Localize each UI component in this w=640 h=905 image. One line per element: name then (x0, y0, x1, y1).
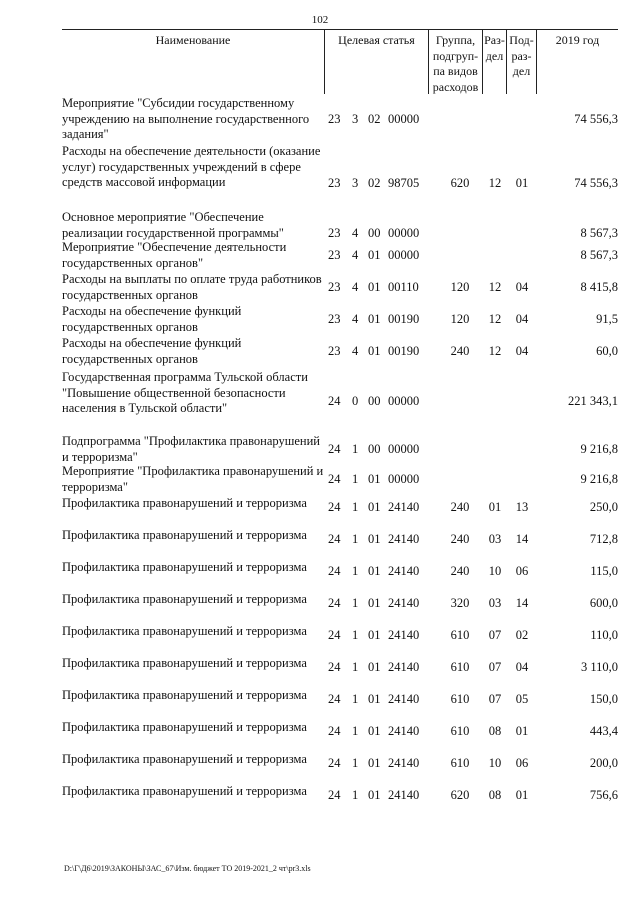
row-name: Расходы на выплаты по оплате труда работников государственных органов (62, 272, 322, 302)
row-name: Профилактика правонарушений и терроризма (62, 752, 307, 766)
row-amt: 756,6 (589, 788, 618, 802)
row-pod: 01 (515, 788, 529, 802)
row-c2: 4 (352, 226, 359, 240)
row-grp: 610 (450, 756, 470, 770)
row-c4: 24140 (388, 532, 420, 546)
row-amt: 60,0 (596, 344, 618, 358)
row-amt: 8 415,8 (580, 280, 618, 294)
row-pod: 05 (515, 692, 529, 706)
row-c1: 24 (328, 394, 341, 408)
row-c1: 24 (328, 532, 341, 546)
row-c3: 01 (368, 248, 381, 262)
row-c1: 24 (328, 660, 341, 674)
row-c4: 98705 (388, 176, 420, 190)
row-razd: 10 (488, 756, 502, 770)
row-c3: 01 (368, 564, 381, 578)
row-amt: 91,5 (596, 312, 618, 326)
page-number: 102 (311, 14, 329, 26)
row-grp: 620 (450, 176, 470, 190)
row-amt: 150,0 (589, 692, 618, 706)
row-c2: 1 (352, 628, 359, 642)
row-c4: 00110 (388, 280, 419, 294)
row-pod: 14 (515, 596, 529, 610)
row-c1: 24 (328, 628, 341, 642)
row-pod: 13 (515, 500, 529, 514)
row-c4: 24140 (388, 500, 420, 514)
row-c2: 1 (352, 596, 359, 610)
row-grp: 610 (450, 692, 470, 706)
row-pod: 04 (515, 344, 529, 358)
row-c4: 00000 (388, 394, 420, 408)
row-amt: 115,0 (590, 564, 618, 578)
header-group: Группа, подгруп-па видов расходов (428, 29, 482, 94)
row-c3: 01 (368, 756, 381, 770)
row-c3: 01 (368, 788, 381, 802)
row-c1: 24 (328, 756, 341, 770)
row-name: Мероприятие "Субсидии государственному учреждению на выполнение государственного задания" (62, 96, 310, 142)
row-pod: 06 (515, 756, 529, 770)
row-c1: 24 (328, 442, 341, 456)
row-c2: 3 (352, 112, 359, 126)
row-c2: 4 (352, 280, 359, 294)
row-c4: 24140 (388, 692, 420, 706)
row-grp: 610 (450, 724, 470, 738)
row-pod: 04 (515, 312, 529, 326)
row-razd: 10 (488, 564, 502, 578)
row-c1: 24 (328, 564, 341, 578)
row-razd: 08 (488, 724, 502, 738)
row-name: Подпрограмма "Профилактика правонарушений и терроризма" (62, 434, 320, 464)
row-c4: 24140 (388, 788, 420, 802)
row-c1: 23 (328, 280, 341, 294)
row-c3: 01 (368, 344, 381, 358)
row-amt: 3 110,0 (580, 660, 618, 674)
row-amt: 8 567,3 (580, 226, 618, 240)
header-razdel: Раз-дел (482, 29, 506, 94)
row-c3: 01 (368, 724, 381, 738)
row-grp: 240 (450, 344, 470, 358)
row-name: Расходы на обеспечение функций государственных органов (62, 336, 242, 366)
row-grp: 610 (450, 660, 470, 674)
header-target: Целевая статья (324, 29, 428, 94)
row-c2: 3 (352, 176, 359, 190)
row-c4: 24140 (388, 628, 420, 642)
row-pod: 01 (515, 176, 529, 190)
row-c2: 1 (352, 692, 359, 706)
row-c3: 01 (368, 312, 381, 326)
row-razd: 08 (488, 788, 502, 802)
row-c4: 00190 (388, 344, 420, 358)
row-razd: 12 (488, 176, 502, 190)
row-grp: 240 (450, 500, 470, 514)
row-amt: 9 216,8 (580, 472, 618, 486)
row-name: Основное мероприятие "Обеспечение реализации государственной программы" (62, 210, 284, 240)
row-pod: 14 (515, 532, 529, 546)
row-razd: 03 (488, 596, 502, 610)
row-c3: 01 (368, 660, 381, 674)
row-c3: 01 (368, 532, 381, 546)
row-c1: 23 (328, 248, 341, 262)
row-c4: 00000 (388, 112, 420, 126)
row-amt: 8 567,3 (580, 248, 618, 262)
row-grp: 320 (450, 596, 470, 610)
row-amt: 221 343,1 (568, 394, 618, 408)
row-c1: 24 (328, 724, 341, 738)
row-c1: 24 (328, 472, 341, 486)
row-c2: 1 (352, 532, 359, 546)
row-c3: 02 (368, 112, 381, 126)
table-header (62, 29, 618, 94)
row-c4: 24140 (388, 756, 420, 770)
row-amt: 9 216,8 (580, 442, 618, 456)
row-name: Профилактика правонарушений и терроризма (62, 624, 307, 638)
row-pod: 02 (515, 628, 529, 642)
row-c4: 00000 (388, 442, 420, 456)
row-grp: 610 (450, 628, 470, 642)
row-c2: 1 (352, 756, 359, 770)
row-name: Мероприятие "Профилактика правонарушений и терроризма" (62, 464, 324, 494)
row-c1: 24 (328, 500, 341, 514)
row-amt: 443,4 (589, 724, 618, 738)
row-c1: 24 (328, 692, 341, 706)
row-c1: 23 (328, 312, 341, 326)
row-razd: 12 (488, 280, 502, 294)
row-grp: 120 (450, 280, 470, 294)
row-c3: 01 (368, 500, 381, 514)
row-c3: 01 (368, 596, 381, 610)
row-c1: 23 (328, 344, 341, 358)
row-razd: 07 (488, 692, 502, 706)
row-c3: 01 (368, 472, 381, 486)
row-amt: 200,0 (589, 756, 618, 770)
row-name: Расходы на обеспечение функций государственных органов (62, 304, 242, 334)
row-razd: 07 (488, 660, 502, 674)
row-amt: 600,0 (589, 596, 618, 610)
row-name: Расходы на обеспечение деятельности (оказание услуг) государственных учреждений в сфере средств массовой информации (62, 144, 321, 190)
row-razd: 01 (488, 500, 502, 514)
file-path-footer: D:\Г\Д6\2019\ЗАКОНЫ\ЗАС_67\Изм. бюджет ТО 2019-2021_2 чт\pr3.xls (64, 864, 311, 873)
row-c2: 1 (352, 724, 359, 738)
row-c1: 23 (328, 112, 341, 126)
row-c3: 01 (368, 628, 381, 642)
row-grp: 240 (450, 532, 470, 546)
row-pod: 06 (515, 564, 529, 578)
row-c4: 24140 (388, 596, 420, 610)
row-c3: 00 (368, 394, 381, 408)
row-grp: 240 (450, 564, 470, 578)
row-razd: 07 (488, 628, 502, 642)
row-c2: 4 (352, 312, 359, 326)
row-c3: 01 (368, 280, 381, 294)
row-c2: 4 (352, 344, 359, 358)
header-year: 2019 год (536, 29, 618, 94)
row-amt: 712,8 (589, 532, 618, 546)
row-name: Профилактика правонарушений и терроризма (62, 560, 307, 574)
row-c4: 24140 (388, 564, 420, 578)
row-c4: 24140 (388, 660, 420, 674)
row-amt: 74 556,3 (574, 176, 618, 190)
row-name: Профилактика правонарушений и терроризма (62, 656, 307, 670)
row-razd: 12 (488, 344, 502, 358)
row-name: Мероприятие "Обеспечение деятельности государственных органов" (62, 240, 287, 270)
row-c2: 1 (352, 442, 359, 456)
row-pod: 04 (515, 660, 529, 674)
row-c3: 01 (368, 692, 381, 706)
row-c2: 1 (352, 564, 359, 578)
row-name: Профилактика правонарушений и терроризма (62, 720, 307, 734)
row-name: Профилактика правонарушений и терроризма (62, 784, 307, 798)
row-name: Профилактика правонарушений и терроризма (62, 496, 307, 510)
row-razd: 03 (488, 532, 502, 546)
row-amt: 250,0 (589, 500, 618, 514)
row-name: Государственная программа Тульской области "Повышение общественной безопасности населения в Тульской области" (62, 370, 308, 416)
row-c2: 1 (352, 472, 359, 486)
row-c2: 1 (352, 660, 359, 674)
row-pod: 04 (515, 280, 529, 294)
row-c2: 4 (352, 248, 359, 262)
row-c4: 00000 (388, 472, 420, 486)
row-amt: 74 556,3 (574, 112, 618, 126)
row-c1: 23 (328, 176, 341, 190)
row-c4: 00000 (388, 226, 420, 240)
row-c3: 02 (368, 176, 381, 190)
row-c1: 24 (328, 788, 341, 802)
row-grp: 620 (450, 788, 470, 802)
row-c1: 23 (328, 226, 341, 240)
row-razd: 12 (488, 312, 502, 326)
row-c3: 00 (368, 442, 381, 456)
row-c1: 24 (328, 596, 341, 610)
row-name: Профилактика правонарушений и терроризма (62, 528, 307, 542)
row-amt: 110,0 (590, 628, 618, 642)
row-name: Профилактика правонарушений и терроризма (62, 688, 307, 702)
row-pod: 01 (515, 724, 529, 738)
row-c2: 0 (352, 394, 359, 408)
row-c3: 00 (368, 226, 381, 240)
row-c4: 00190 (388, 312, 420, 326)
row-name: Профилактика правонарушений и терроризма (62, 592, 307, 606)
row-grp: 120 (450, 312, 470, 326)
header-podrazdel: Под-раз-дел (506, 29, 536, 94)
row-c4: 00000 (388, 248, 420, 262)
row-c2: 1 (352, 500, 359, 514)
row-c2: 1 (352, 788, 359, 802)
row-c4: 24140 (388, 724, 420, 738)
header-name: Наименование (155, 33, 231, 47)
